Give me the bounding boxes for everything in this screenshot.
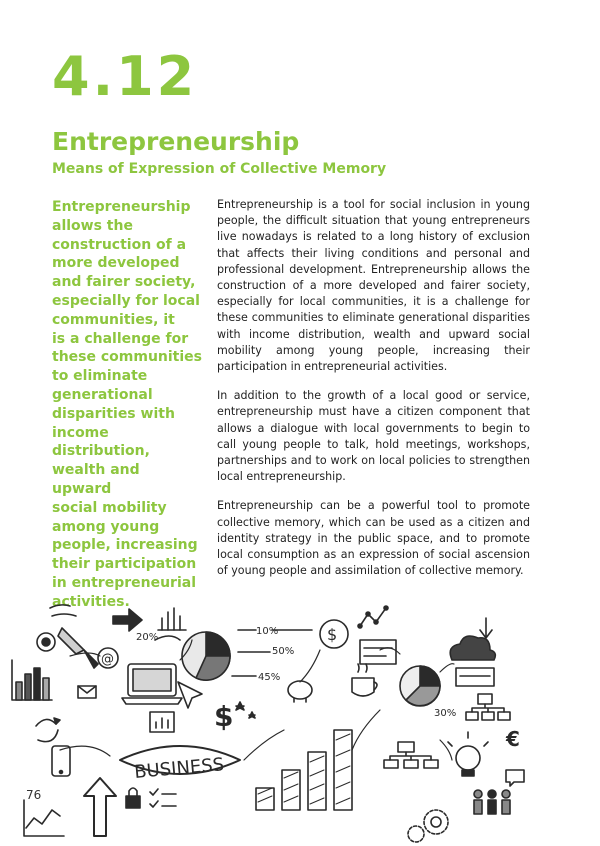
text-box-icon <box>360 640 396 664</box>
connector-arrows <box>60 640 457 760</box>
smartphone-icon <box>52 746 70 776</box>
bar-chart-frame-icon <box>12 660 52 700</box>
padlock-icon <box>126 788 140 808</box>
pie-chart-icon <box>182 632 230 680</box>
coffee-cup-icon <box>352 664 377 696</box>
arrow-right-icon <box>113 609 142 631</box>
paragraph: Entrepreneurship can be a powerful tool to promote collective memory, which can be used as a citizen and identity strategy in the public space, and to promote local consumption as an expression of social ascension of young people and assimilation of collective memory. <box>217 499 530 578</box>
stars-icon <box>236 702 255 718</box>
pull-quote: Entrepreneurship allows the construction of a more developed and fairer society, especially for local communities, it is a challenge for these communities to eliminate generational disparities with income distribution, wealth and upward social mobility among young people, increasing their participation in entrepreneurial activities. <box>52 199 203 610</box>
note-scribble-icon <box>50 605 76 616</box>
percent-label: 10% <box>256 626 279 637</box>
text-box-icon <box>456 668 494 686</box>
mini-bar-chart-icon <box>150 712 174 732</box>
euro-icon <box>505 727 520 751</box>
envelope-icon <box>78 686 96 698</box>
laptop-icon <box>122 664 182 704</box>
page-number: 76 <box>26 788 42 802</box>
body-text <box>217 197 530 592</box>
mini-bar-chart-icon <box>158 608 186 630</box>
trend-line-icon <box>358 606 388 628</box>
flowchart-icon <box>384 742 438 768</box>
section-number: 4.12 <box>52 45 198 108</box>
camera-icon <box>37 633 55 651</box>
business-label: BUSINESS <box>133 754 225 783</box>
svg-text:$: $ <box>214 700 234 733</box>
paragraph: In addition to the growth of a local good or service, entrepreneurship must have a citizen component that allows a dialogue with local governments to begin to call young people to talk, hold meetings, workshops, partnerships and to work on local policies to strengthen local entrepreneurship. <box>217 389 530 484</box>
cloud-icon <box>450 618 495 660</box>
pie-chart-icon <box>400 666 440 706</box>
percent-label: 45% <box>258 672 281 683</box>
section-subtitle: Means of Expression of Collective Memory <box>52 161 387 177</box>
chat-bubble-icon <box>506 770 524 786</box>
percent-label: 30% <box>434 708 457 719</box>
svg-text:@: @ <box>101 652 114 667</box>
up-arrow-icon <box>84 778 116 836</box>
paragraph: Entrepreneurship is a tool for social inclusion in young people, the difficult situation that young entrepreneurs live nowadays is related to a long history of exclusion that affects their living conditions and personal and professional development. Entrepreneurship allows the construction of a more developed and fairer society, especially for local communities, it is a challenge for these communities to eliminate generational disparities with income distribution, wealth and upward social mobility among young people, increasing their participation in entrepreneurial activities. <box>217 198 530 374</box>
at-sign-icon <box>98 648 118 668</box>
section-title: Entrepreneurship <box>52 127 300 156</box>
recycle-icon <box>36 718 60 742</box>
svg-text:$: $ <box>327 625 338 644</box>
dollar-sign-icon <box>214 700 233 733</box>
business-banner <box>120 746 240 783</box>
gears-icon <box>408 810 448 842</box>
large-bar-chart-icon <box>256 730 352 810</box>
cursor-icon <box>178 682 202 708</box>
dollar-circle-icon <box>320 620 348 648</box>
percent-label: 50% <box>272 646 295 657</box>
people-icon <box>474 790 510 814</box>
svg-text:€: € <box>506 727 520 751</box>
percent-label: 20% <box>136 632 159 643</box>
checklist-icon <box>150 789 176 807</box>
business-doodle-illustration <box>0 590 600 846</box>
piggy-bank-icon <box>288 681 312 702</box>
lightbulb-icon <box>448 732 488 776</box>
rocket-icon <box>58 628 98 668</box>
org-chart-icon <box>466 694 510 720</box>
line-graph-icon <box>24 800 64 836</box>
